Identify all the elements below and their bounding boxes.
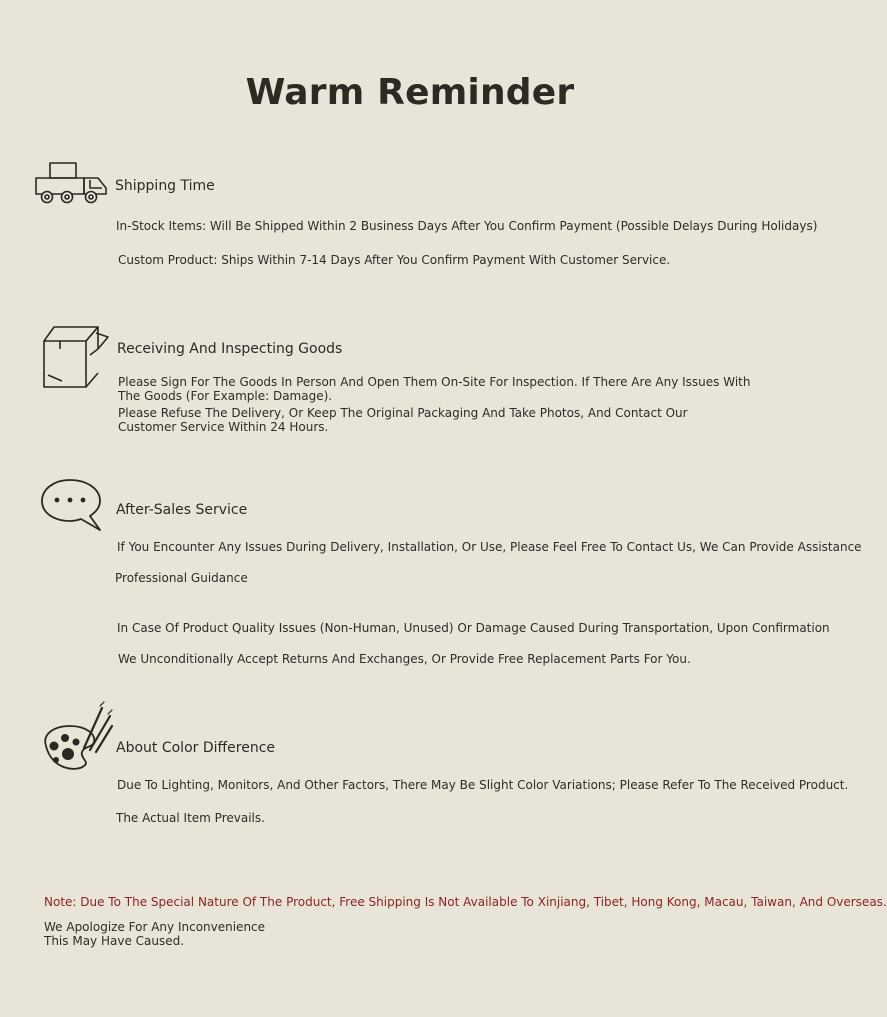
truck-icon <box>34 160 110 206</box>
apology-text: We Apologize For Any Inconvenience This May Have Caused. <box>44 920 266 948</box>
after-sales-heading: After-Sales Service <box>116 502 248 518</box>
page-title: Warm Reminder <box>245 72 575 113</box>
color-difference-heading: About Color Difference <box>116 740 276 756</box>
shipping-time-heading: Shipping Time <box>115 178 215 194</box>
color-line-2: The Actual Item Prevails. <box>116 811 265 825</box>
receiving-goods-heading: Receiving And Inspecting Goods <box>117 341 343 357</box>
shipping-line-1: In-Stock Items: Will Be Shipped Within 2 Business Days After You Confirm Payment (Possible Delays During Holidays) <box>116 219 818 233</box>
color-line-1: Due To Lighting, Monitors, And Other Factors, There May Be Slight Color Variations; Please Refer To The Received Product. <box>117 778 849 792</box>
after-sales-line-2: Professional Guidance <box>115 571 248 585</box>
shipping-line-2: Custom Product: Ships Within 7-14 Days After You Confirm Payment With Customer Service. <box>118 253 671 267</box>
after-sales-line-1: If You Encounter Any Issues During Delivery, Installation, Or Use, Please Feel Free To Contact Us, We Can Provide Assistance <box>117 540 862 554</box>
after-sales-line-3: In Case Of Product Quality Issues (Non-Human, Unused) Or Damage Caused During Transportation, Upon Confirmation <box>117 621 830 635</box>
box-icon <box>40 323 112 395</box>
after-sales-line-4: We Unconditionally Accept Returns And Exchanges, Or Provide Free Replacement Parts For You. <box>118 652 691 666</box>
shipping-restriction-note: Note: Due To The Special Nature Of The Product, Free Shipping Is Not Available To Xinjiang, Tibet, Hong Kong, Macau, Taiwan, And Overseas. <box>44 895 887 909</box>
chat-bubble-icon <box>40 478 104 534</box>
receiving-line-1: Please Sign For The Goods In Person And Open Them On-Site For Inspection. If There Are Any Issues With The Goods (For Example: Damage). <box>118 375 751 403</box>
receiving-line-2: Please Refuse The Delivery, Or Keep The Original Packaging And Take Photos, And Contact Our Customer Service Within 24 Hours. <box>118 406 688 434</box>
paint-palette-icon <box>40 702 116 774</box>
